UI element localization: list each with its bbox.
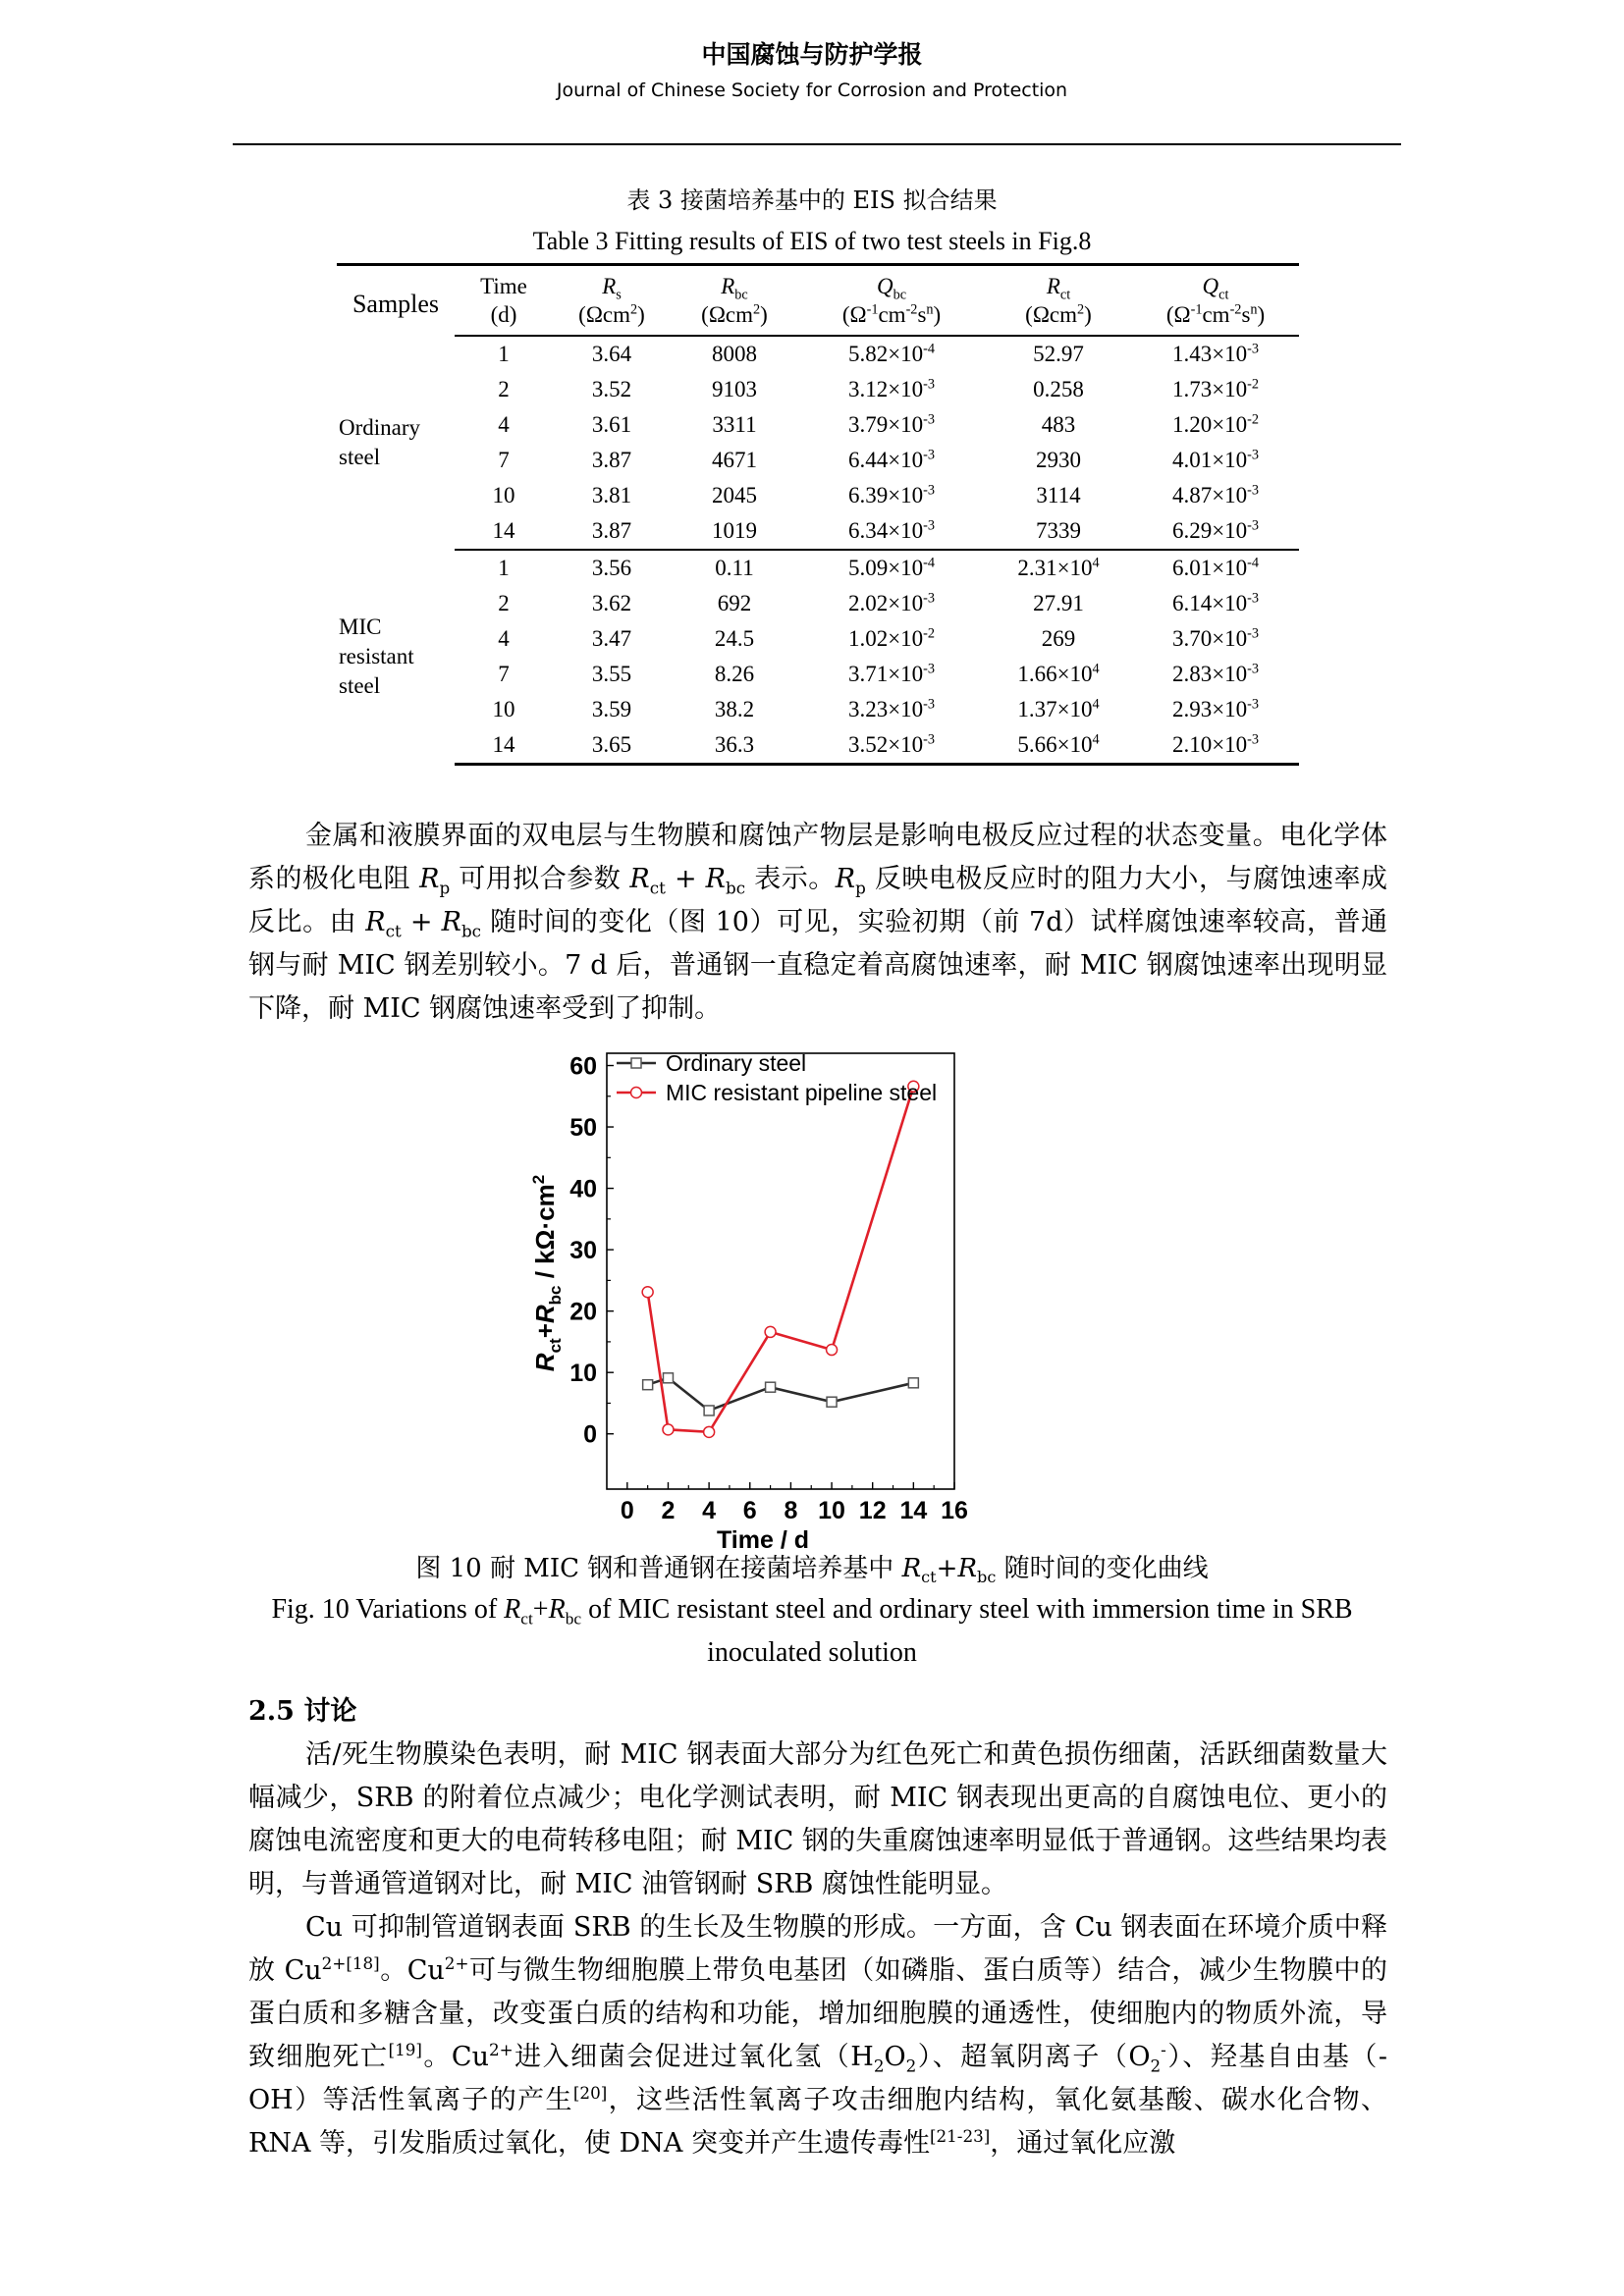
cell-rbc: 2045 (712, 483, 757, 507)
series-line-2 (648, 1087, 914, 1432)
y-tick-label: 30 (569, 1237, 597, 1265)
cell-time: 4 (498, 626, 510, 651)
page-header (0, 37, 1624, 104)
col-rbc-unit: (Ωcm$^2$) (671, 301, 798, 336)
cell-qbc: $5.82\times 10^{-4}$ (847, 341, 936, 366)
citation-20: [20] (572, 2083, 608, 2103)
data-point-ordinary (663, 1373, 673, 1383)
cell-qbc: $3.79\times 10^{-3}$ (847, 411, 936, 437)
cell-rct: $1.37\times 10^4$ (1017, 696, 1100, 721)
cell-rs: 3.56 (591, 556, 632, 580)
cell-qct: $1.20\times 10^{-2}$ (1171, 411, 1260, 437)
mic-steel-rows (337, 550, 1299, 765)
table-row (337, 727, 1299, 765)
col-rbc: $R_{bc}$ (671, 265, 798, 302)
data-point-ordinary (643, 1380, 653, 1390)
cell-qbc: $6.44\times 10^{-3}$ (847, 447, 936, 472)
y-tick-label: 40 (569, 1175, 597, 1203)
table-row (337, 657, 1299, 692)
cell-rct: $5.66\times 10^4$ (985, 727, 1132, 765)
cell-time: 2 (498, 591, 510, 615)
citation-21-23: [21-23] (929, 2126, 991, 2146)
table-caption-cn: 表 3 接菌培养基中的 EIS 拟合结果 (626, 187, 998, 214)
cell-rs: 3.64 (591, 342, 632, 366)
y-tick-label: 50 (569, 1114, 597, 1143)
cell-rbc: 8.26 (714, 662, 755, 686)
table-row (337, 336, 1299, 372)
cell-rct: $2.31\times 10^4$ (1017, 555, 1100, 580)
cell-rs: 3.87 (591, 448, 632, 472)
x-axis-label: Time / d (716, 1526, 810, 1551)
cell-rbc: 692 (717, 591, 752, 615)
cell-rs: 3.62 (591, 591, 632, 615)
y-tick-label: 10 (569, 1360, 597, 1388)
cell-qct: $6.29\times 10^{-3}$ (1132, 513, 1299, 550)
cell-qct: $6.14\times 10^{-3}$ (1171, 590, 1260, 615)
rct-rbc-line-chart (511, 1036, 1178, 1551)
x-tick-label: 0 (620, 1497, 634, 1524)
cell-rs: 3.52 (591, 377, 632, 401)
cell-qct: $2.10\times 10^{-3}$ (1132, 727, 1299, 765)
cell-qct: $2.93\times 10^{-3}$ (1171, 696, 1260, 721)
data-point-mic (827, 1345, 838, 1356)
data-point-mic (642, 1287, 653, 1298)
cell-time: 10 (492, 483, 515, 507)
table-row (337, 372, 1299, 407)
table-row (337, 621, 1299, 657)
col-qct: $Q_{ct}$ (1132, 265, 1299, 302)
cell-rbc: 8008 (712, 342, 757, 366)
cell-qbc: $3.23\times 10^{-3}$ (847, 696, 936, 721)
y-tick-label: 20 (569, 1298, 597, 1326)
cell-rct: 0.258 (1033, 377, 1084, 401)
legend-marker (631, 1058, 641, 1068)
citation-18: [18] (346, 1953, 380, 1973)
cell-rct: 27.91 (1033, 591, 1084, 615)
x-tick-label: 6 (742, 1497, 757, 1524)
x-tick-label: 14 (899, 1497, 928, 1524)
table-row (337, 478, 1299, 513)
cell-qbc: $6.34\times 10^{-3}$ (798, 513, 985, 550)
col-qbc: $Q_{bc}$ (798, 265, 985, 302)
cell-qct: $6.01\times 10^{-4}$ (1171, 555, 1260, 580)
figure-caption-cn: 图 10 耐 MIC 钢和普通钢在接菌培养基中 $R_{ct}+R_{bc}$ 随时间的变化曲线 (415, 1554, 1209, 1587)
cell-rct: 2930 (1036, 448, 1081, 472)
cell-qbc: $6.39\times 10^{-3}$ (847, 482, 936, 507)
table-row (337, 513, 1299, 550)
col-rct-unit: (Ωcm$^2$) (985, 301, 1132, 336)
cell-time: 1 (498, 342, 510, 366)
y-axis-label: $R_{ct}+R_{bc} / k\Omega\cdot cm^2$ (529, 1174, 565, 1372)
cell-rct: 52.97 (1033, 342, 1084, 366)
legend-label: MIC resistant pipeline steel (666, 1080, 938, 1105)
y-tick-label: 60 (569, 1052, 597, 1081)
table-row (337, 550, 1299, 586)
cell-qct: $4.01\times 10^{-3}$ (1171, 447, 1260, 472)
cell-qbc: $1.02\times 10^{-2}$ (847, 625, 936, 651)
cell-qct: $1.73\times 10^{-2}$ (1171, 376, 1260, 401)
col-time-unit: (d) (455, 301, 553, 336)
cell-rbc: 3311 (712, 412, 757, 437)
x-tick-label: 10 (818, 1497, 845, 1524)
cell-qbc: $3.71\times 10^{-3}$ (847, 661, 936, 686)
sample-label: Ordinary steel (339, 415, 421, 469)
figure-caption-en: Fig. 10 Variations of $R_{ct}+R_{bc}$ of MIC resistant steel and ordinary steel with immersion time in SRB (271, 1594, 1353, 1629)
table-row (337, 586, 1299, 621)
cell-rbc: 4671 (712, 448, 757, 472)
table-row (337, 443, 1299, 478)
table-row (337, 692, 1299, 727)
ordinary-steel-rows (337, 336, 1299, 550)
cell-qbc: $3.52\times 10^{-3}$ (798, 727, 985, 765)
cell-rct: 3114 (1036, 483, 1081, 507)
cell-qct: $3.70\times 10^{-3}$ (1171, 625, 1260, 651)
cell-rct: 483 (1041, 412, 1076, 437)
col-qct-unit: $(\Omega^{-1}cm^{-2}s^n)$ (1132, 301, 1299, 336)
journal-title-cn: 中国腐蚀与防护学报 (701, 40, 923, 69)
data-point-mic (765, 1326, 776, 1337)
x-tick-label: 8 (784, 1497, 798, 1524)
col-samples: Samples (337, 265, 455, 337)
journal-title-en: Journal of Chinese Society for Corrosion and Protection (556, 80, 1068, 101)
table-caption-en: Table 3 Fitting results of EIS of two test steels in Fig.8 (532, 227, 1092, 255)
col-rs-unit: (Ωcm$^2$) (553, 301, 671, 336)
data-point-ordinary (704, 1406, 714, 1415)
data-point-ordinary (766, 1382, 776, 1392)
citation-19: [19] (388, 2040, 422, 2059)
figure-10-chart (511, 1036, 1178, 1551)
cell-rct: 269 (1041, 626, 1076, 651)
cell-time: 2 (498, 377, 510, 401)
x-tick-label: 4 (702, 1497, 717, 1524)
data-point-mic (663, 1424, 674, 1435)
table-row (337, 407, 1299, 443)
x-tick-label: 16 (941, 1497, 968, 1524)
col-time: Time (455, 265, 553, 302)
cell-rs: 3.81 (591, 483, 632, 507)
cell-time: 1 (498, 556, 510, 580)
cell-time: 4 (498, 412, 510, 437)
data-point-mic (704, 1426, 715, 1437)
cell-rbc: 38.2 (714, 697, 755, 721)
cell-rs: 3.59 (591, 697, 632, 721)
series-line-1 (648, 1378, 914, 1411)
cell-qct: $4.87\times 10^{-3}$ (1171, 482, 1260, 507)
paragraph-discussion-1: 活/死生物膜染色表明，耐 MIC 钢表面大部分为红色死亡和黄色损伤细菌，活跃细菌数量大幅减少，SRB 的附着位点减少；电化学测试表明，耐 MIC 钢表现出更高的自腐蚀电位、更小的腐蚀电流密度和更大的电荷转移电阻；耐 MIC 钢的失重腐蚀速率明显低于普通钢。这些结果均表明，与普通管道钢对比，耐 MIC 油管钢耐 SRB 腐蚀性能明显。 (248, 1739, 1387, 1899)
cell-rs: 3.47 (591, 626, 632, 651)
cell-time: 7 (498, 448, 510, 472)
cell-rs: 3.65 (553, 727, 671, 765)
cell-rct: 7339 (985, 513, 1132, 550)
cell-qbc: $5.09\times 10^{-4}$ (847, 555, 936, 580)
cell-rbc: 36.3 (671, 727, 798, 765)
figure-caption-en-line2: inoculated solution (707, 1637, 917, 1668)
cell-rct: $1.66\times 10^4$ (1017, 661, 1100, 686)
cell-rbc: 24.5 (714, 626, 755, 651)
header-rule (233, 143, 1401, 145)
col-rs: $R_s$ (553, 265, 671, 302)
cell-qct: $1.43\times 10^{-3}$ (1171, 341, 1260, 366)
y-tick-label: 0 (583, 1420, 597, 1449)
col-rct: $R_{ct}$ (985, 265, 1132, 302)
col-qbc-unit: $(\Omega^{-1}cm^{-2}s^n)$ (798, 301, 985, 336)
legend-marker (631, 1088, 642, 1098)
cell-rbc: 9103 (712, 377, 757, 401)
cell-qbc: $3.12\times 10^{-3}$ (847, 376, 936, 401)
cell-time: 7 (498, 662, 510, 686)
data-point-ordinary (908, 1378, 918, 1388)
cell-qct: $2.83\times 10^{-3}$ (1171, 661, 1260, 686)
cell-rbc: 0.11 (715, 556, 754, 580)
cell-rs: 3.55 (591, 662, 632, 686)
sample-label: MIC resistant steel (339, 614, 414, 699)
cell-rbc: 1019 (671, 513, 798, 550)
cell-rs: 3.87 (553, 513, 671, 550)
data-point-ordinary (827, 1397, 837, 1407)
paragraph-rp: 金属和液膜界面的双电层与生物膜和腐蚀产物层是影响电极反应过程的状态变量。电化学体系的极化电阻 $R_p$ 可用拟合参数 $R_{ct} + R_{bc}$ 表示。$R_p$ 反映电极反应时的阻力大小，与腐蚀速率成反比。由 $R_{ct} + R_{bc}$ 随时间的变化（图 10）可见，实验初期（前 7d）试样腐蚀速率较高，普通钢与耐 MIC 钢差别较小。7 d 后，普通钢一直稳定着高腐蚀速率，耐 MIC 钢腐蚀速率出现明显下降，耐 MIC 钢腐蚀速率受到了抑制。 (248, 821, 1387, 1024)
x-tick-label: 2 (661, 1497, 676, 1524)
x-tick-label: 12 (858, 1497, 887, 1524)
cell-time: 10 (492, 697, 515, 721)
cell-qbc: $2.02\times 10^{-3}$ (847, 590, 936, 615)
cell-time: 14 (455, 513, 553, 550)
paragraph-discussion-2: Cu 可抑制管道钢表面 SRB 的生长及生物膜的形成。一方面，含 Cu 钢表面在环境介质中释放 $Cu^{2+[18]}$。$Cu^{2+}$可与微生物细胞膜上带负电基团（如磷脂、蛋白质等）结合，减少生物膜中的蛋白质和多糖含量，改变蛋白质的结构和功能，增加细胞膜的通透性，使细胞内的物质外流，导致细胞死亡[19]。$Cu^{2+}$进入细菌会促进过氧化氢$(H_2O_2)$、超氧阴离子$(O_2^-)$、羟基自由基（-OH）等活性氧离子的产生[20]，这些活性氧离子攻击细胞内结构，氧化氨基酸、碳水化合物、RNA 等，引发脂质过氧化，使 DNA 突变并产生遗传毒性[21-23]，通过氧化应激 (248, 1912, 1388, 2159)
cell-rs: 3.61 (591, 412, 632, 437)
cell-time: 14 (455, 727, 553, 765)
section-heading: 2.5 讨论 (248, 1696, 357, 1727)
legend-label: Ordinary steel (666, 1050, 807, 1076)
eis-fitting-table (337, 263, 1299, 766)
